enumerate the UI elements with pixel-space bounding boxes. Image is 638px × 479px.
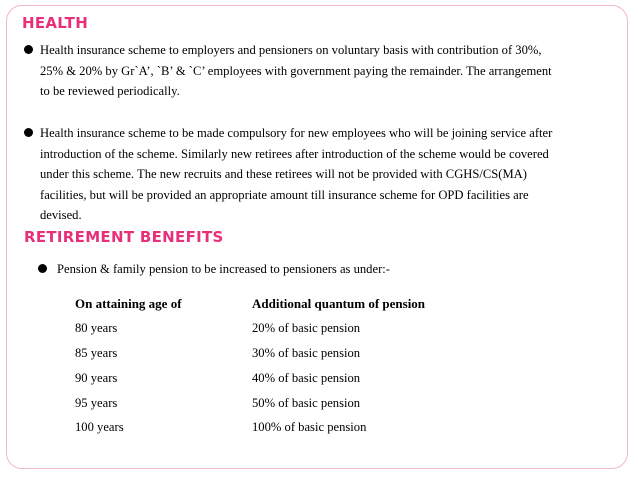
retirement-bullet: Pension & family pension to be increased to pensioners as under:- bbox=[57, 262, 390, 276]
health-bullet-2 bbox=[40, 123, 552, 226]
table-cell-quantum: 20% of basic pension bbox=[252, 321, 361, 335]
table-cell-quantum: 30% of basic pension bbox=[252, 346, 361, 360]
health-heading: HEALTH bbox=[22, 14, 89, 32]
text-line: devised. bbox=[40, 208, 82, 222]
bullet-icon bbox=[38, 264, 47, 273]
table-cell-quantum: 40% of basic pension bbox=[252, 371, 361, 385]
table-cell-age: 85 years bbox=[75, 346, 118, 360]
retirement-heading: RETIREMENT BENEFITS bbox=[24, 228, 224, 246]
text-line: introduction of the scheme. Similarly new retirees after introduction of the scheme would be covered bbox=[40, 146, 549, 161]
text-line: Health insurance scheme to employers and pensioners on voluntary basis with contribution of 30%, bbox=[40, 43, 542, 57]
table-cell-age: 80 years bbox=[75, 321, 118, 335]
table-cell-age: 100 years bbox=[75, 420, 124, 434]
table-cell-age: 90 years bbox=[75, 371, 118, 385]
text-line: 25% & 20% by Gr`A’, `B’ & `C’ employees with government paying the remainder. The arrangement bbox=[40, 63, 552, 78]
text-line: Health insurance scheme to be made compulsory for new employees who will be joining service after bbox=[40, 126, 553, 140]
text-line: facilities, but will be provided an appropriate amount till insurance scheme for OPD facilities are bbox=[40, 187, 529, 202]
text-line: under this scheme. The new recruits and these retirees will not be provided with CGHS/CS(MA) bbox=[40, 167, 527, 181]
health-bullet-1 bbox=[40, 40, 552, 102]
table-cell-age: 95 years bbox=[75, 396, 118, 410]
bullet-icon bbox=[24, 128, 33, 137]
bullet-icon bbox=[24, 45, 33, 54]
text-line: to be reviewed periodically. bbox=[40, 84, 180, 98]
table-header-quantum: Additional quantum of pension bbox=[252, 296, 426, 311]
table-header-age: On attaining age of bbox=[75, 296, 182, 311]
table-cell-quantum: 50% of basic pension bbox=[252, 396, 361, 410]
table-cell-quantum: 100% of basic pension bbox=[252, 420, 367, 434]
